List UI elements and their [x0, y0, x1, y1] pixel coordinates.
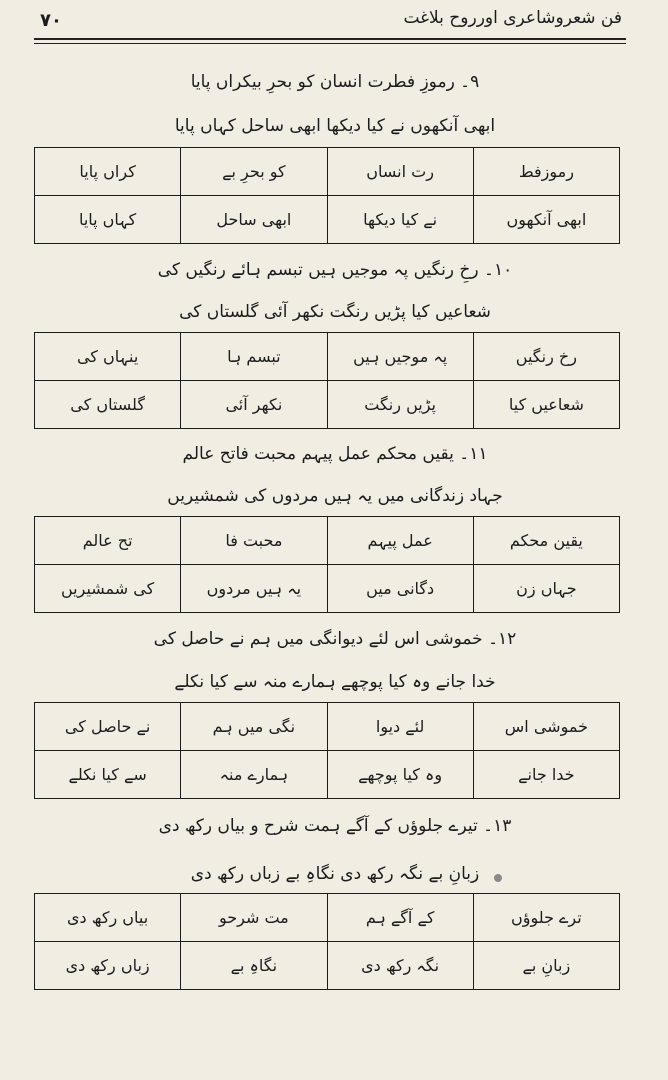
- table-row: [35, 517, 620, 565]
- verse-11-line-2: جہاد زندگانی میں یہ ہیں مردوں کی شمشیریں: [167, 486, 503, 506]
- table-cell: ینہاں کی: [35, 333, 181, 381]
- table-row: [35, 751, 620, 799]
- table-cell: ترے جلوؤں: [473, 894, 619, 942]
- table-cell: ابھی آنکھوں: [473, 196, 619, 244]
- scansion-table-10: [34, 332, 620, 429]
- table-cell: دگانی میں: [327, 565, 473, 613]
- table-cell: بیاں رکھ دی: [35, 894, 181, 942]
- table-cell: یقین محکم: [473, 517, 619, 565]
- running-title: فن شعروشاعری اورروح بلاغت: [403, 8, 622, 28]
- scansion-table-12: [34, 702, 620, 799]
- table-cell: تبسم ہا: [181, 333, 327, 381]
- table-cell: نے کیا دیکھا: [327, 196, 473, 244]
- table-cell: ہمارے منہ: [181, 751, 327, 799]
- table-cell: رخ رنگیں: [473, 333, 619, 381]
- table-cell: خموشی اس: [473, 703, 619, 751]
- table-cell: نکھر آئی: [181, 381, 327, 429]
- table-cell: کراں پایا: [35, 148, 181, 196]
- scansion-table-9: [34, 147, 620, 244]
- verse-9-line-2: ابھی آنکھوں نے کیا دیکھا ابھی ساحل کہاں پایا: [174, 116, 496, 136]
- verse-10-line-2: شعاعیں کیا پڑیں رنگت نکھر آئی گلستاں کی: [179, 302, 491, 322]
- table-cell: نگہ رکھ دی: [327, 942, 473, 990]
- table-cell: شعاعیں کیا: [473, 381, 619, 429]
- table-cell: گلستاں کی: [35, 381, 181, 429]
- table-cell: لئے دیوا: [327, 703, 473, 751]
- table-cell: پڑیں رنگت: [327, 381, 473, 429]
- table-row: [35, 381, 620, 429]
- table-cell: وہ کیا پوچھے: [327, 751, 473, 799]
- table-cell: نے حاصل کی: [35, 703, 181, 751]
- verse-11-line-1: ۱۱۔ یقیں محکم عمل پیہم محبت فاتح عالم: [182, 444, 488, 464]
- table-cell: جہاں زن: [473, 565, 619, 613]
- table-cell: کی شمشیریں: [35, 565, 181, 613]
- table-cell: پہ موجیں ہیں: [327, 333, 473, 381]
- table-cell: نگاہِ بے: [181, 942, 327, 990]
- table-row: [35, 703, 620, 751]
- table-cell: زباں رکھ دی: [35, 942, 181, 990]
- table-cell: کہاں پایا: [35, 196, 181, 244]
- table-cell: رت انساں: [327, 148, 473, 196]
- header-rule-thin: [34, 43, 626, 44]
- table-row: [35, 148, 620, 196]
- table-cell: ابھی ساحل: [181, 196, 327, 244]
- table-cell: محبت فا: [181, 517, 327, 565]
- table-cell: مت شرحو: [181, 894, 327, 942]
- table-cell: خدا جانے: [473, 751, 619, 799]
- table-row: [35, 196, 620, 244]
- page-number: ۷۰: [40, 10, 62, 31]
- ink-smudge: [494, 874, 502, 882]
- header-rule-thick: [34, 38, 626, 40]
- verse-9-line-1: ۹۔ رموزِ فطرت انسان کو بحرِ بیکراں پایا: [190, 72, 480, 92]
- table-cell: نگی میں ہم: [181, 703, 327, 751]
- verse-12-line-2: خدا جانے وہ کیا پوچھے ہمارے منہ سے کیا نکلے: [174, 672, 496, 692]
- table-cell: زبانِ بے: [473, 942, 619, 990]
- page-header: [34, 8, 626, 34]
- table-row: [35, 894, 620, 942]
- verse-13-line-2: زبانِ بے نگہ رکھ دی نگاہِ بے زباں رکھ دی: [190, 864, 480, 884]
- table-cell: کے آگے ہم: [327, 894, 473, 942]
- table-cell: رموزفط: [473, 148, 619, 196]
- table-row: [35, 942, 620, 990]
- table-row: [35, 565, 620, 613]
- table-cell: عمل پیہم: [327, 517, 473, 565]
- table-cell: سے کیا نکلے: [35, 751, 181, 799]
- table-cell: کو بحرِ بے: [181, 148, 327, 196]
- table-row: [35, 333, 620, 381]
- scansion-table-11: [34, 516, 620, 613]
- table-cell: یہ ہیں مردوں: [181, 565, 327, 613]
- verse-13-line-1: ۱۳۔ تیرے جلوؤں کے آگے ہمت شرح و بیاں رکھ دی: [158, 816, 512, 836]
- verse-12-line-1: ۱۲۔ خموشی اس لئے دیوانگی میں ہم نے حاصل کی: [153, 629, 517, 649]
- scansion-table-13: [34, 893, 620, 990]
- table-cell: تح عالم: [35, 517, 181, 565]
- verse-10-line-1: ۱۰۔ رخِ رنگیں پہ موجیں ہیں تبسم ہائے رنگیں کی: [157, 260, 513, 280]
